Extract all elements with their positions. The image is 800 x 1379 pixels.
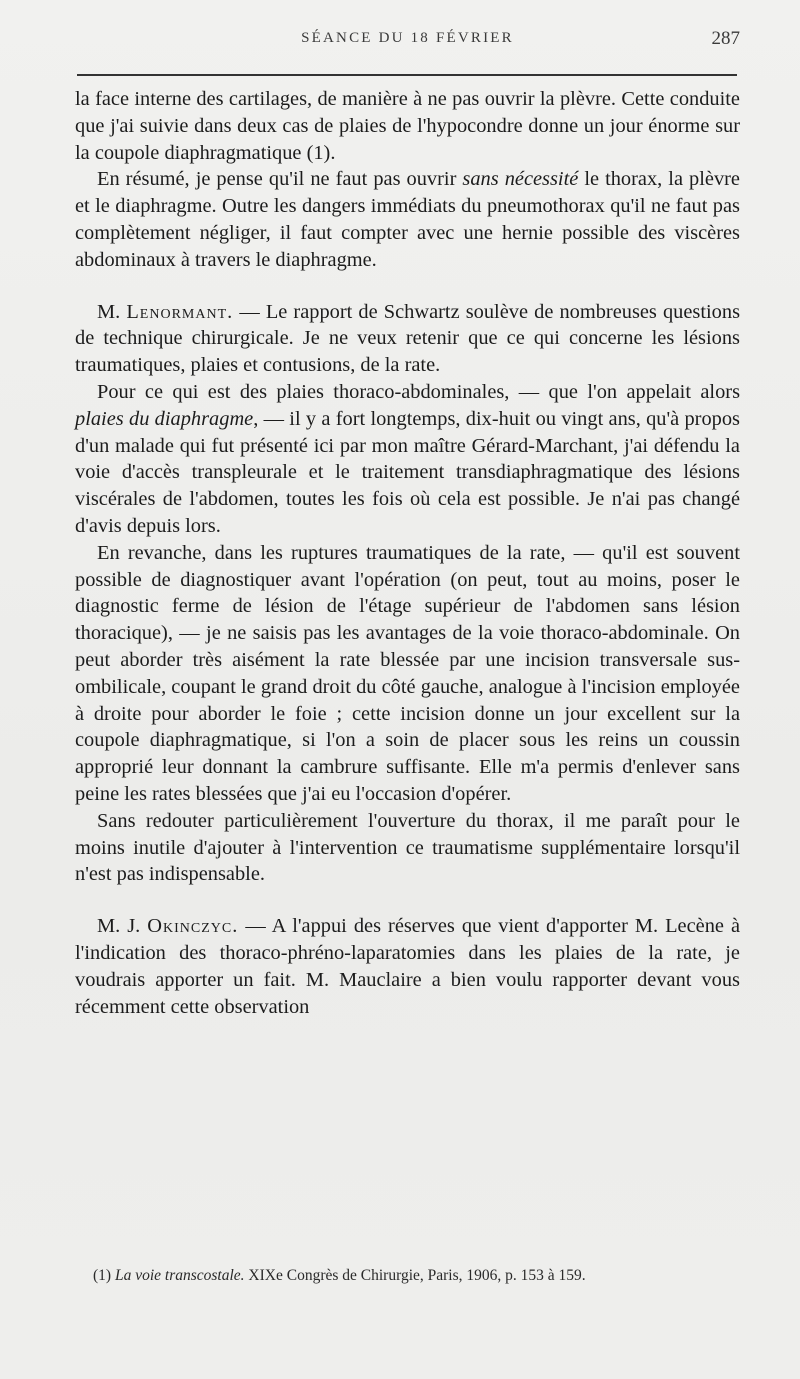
- okinczyc-text: — A l'appui des réserves que vient d'apporter M. Lecène à l'indication des thoraco-phréno-laparatomies dans les plaies de la rate, je voudrais apporter un fait. M. Mauclaire a bien voulu rapporter devant vous récemment cette observation: [75, 915, 740, 1018]
- body-text: [75, 86, 740, 1020]
- thoraco-text-start: Pour ce qui est des plaies thoraco-abdominales, — que l'on appelait alors: [97, 380, 740, 403]
- running-head: SÉANCE DU 18 FÉVRIER: [301, 30, 514, 46]
- paragraph-continuation: la face interne des cartilages, de manière à ne pas ouvrir la plèvre. Cette conduite que j'ai suivie dans deux cas de plaies de l'hypocondre donne un jour énorme sur la coupole diaphragmatique (1).: [75, 88, 740, 164]
- page-header: [75, 30, 740, 60]
- footnote-paragraph: [75, 1265, 740, 1287]
- lenormant-text: — Le rapport de Schwartz soulève de nombreuses questions de technique chirurgicale. Je ne veux retenir que ce qui concerne les lésions traumatiques, plaies et contusions, de la rate.: [75, 300, 741, 377]
- paragraph-lenormant: [75, 299, 740, 379]
- summary-emphasis: sans nécessité: [462, 168, 579, 191]
- paragraph-ruptures: En revanche, dans les ruptures traumatiques de la rate, — qu'il est souvent possible de diagnostiquer avant l'opération (on peut, tout au moins, poser le diagnostic ferme de lésion de l'étage supérieur de l'abdomen sans lésion thoracique), — je ne saisis pas les avantages de la voie thoraco-abdominale. On peut aborder très aisément la rate blessée par une incision transversale sus-ombilicale, coupant le grand droit du côté gauche, analogue à l'incision employée à droite pour aborder le foie ; cette incision donne un jour excellent sur la coupole diaphragmatique, si l'on a soin de placer sous les reins un coussin approprié leur donnant la cambrure suffisante. Elle m'a permis d'enlever sans peine les rates blessées que j'ai eu l'occasion d'opérer.: [75, 541, 740, 805]
- footnote-text: XIXe Congrès de Chirurgie, Paris, 1906, p. 153 à 159.: [244, 1267, 586, 1284]
- summary-text-start: En résumé, je pense qu'il ne faut pas ouvrir: [97, 168, 463, 191]
- footnote-title: La voie transcostale.: [114, 1267, 245, 1284]
- summary-text-end: le thorax, la plèvre et le diaphragme. Outre les dangers immédiats du pneumothorax qu'il ne faut pas complètement négliger, il faut compter avec une hernie possible des viscères abdominaux à travers le diaphragme.: [75, 168, 740, 271]
- paragraph-thoraco-abdominal: [75, 379, 740, 540]
- speaker-title: M.: [97, 300, 127, 323]
- paragraph-summary: [75, 166, 740, 273]
- speaker-title: M. J.: [97, 915, 148, 938]
- speaker-name: Okinczyc.: [147, 915, 239, 938]
- thoraco-emphasis: plaies du diaphragme: [75, 407, 254, 430]
- page-number: 287: [711, 28, 740, 49]
- footnote-marker: (1): [93, 1267, 115, 1284]
- header-rule: [77, 74, 737, 76]
- paragraph-conclusion: Sans redouter particulièrement l'ouverture du thorax, il me paraît pour le moins inutile d'ajouter à l'intervention ce traumatisme supplémentaire lorsqu'il n'est pas indispensable.: [75, 809, 740, 886]
- footnote: [75, 1265, 740, 1287]
- speaker-name: Lenormant.: [126, 300, 234, 323]
- paragraph-okinczyc: [75, 913, 740, 1020]
- thoraco-text-end: , — il y a fort longtemps, dix-huit ou vingt ans, qu'à propos d'un malade qui fut présenté ici par mon maître Gérard-Marchant, j'ai défendu la voie d'accès transpleurale et le traitement transdiaphragmatique des lésions viscérales de l'abdomen, toutes les fois où cela est possible. Je n'ai pas changé d'avis depuis lors.: [75, 407, 740, 537]
